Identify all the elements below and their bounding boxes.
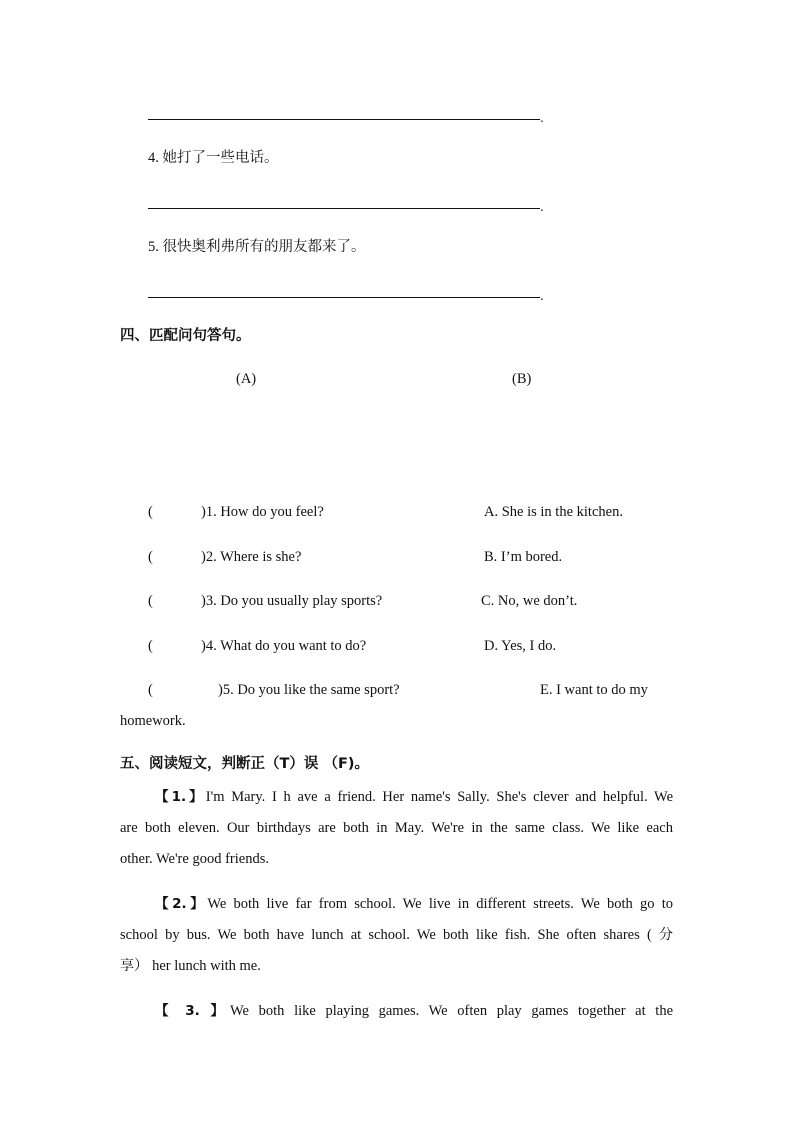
passage-2-line-1-text: We both live far from school. We live in different streets. We both go to	[207, 896, 673, 912]
passage-2-line-2-text: school by bus. We both have lunch at school. We both like fish. She often shares (	[120, 927, 652, 943]
sentence-5-text: 很快奥利弗所有的朋友都来了。	[162, 239, 366, 255]
passage-1-line-2: are both eleven. Our birthdays are both in May. We're in the same class. We like each	[120, 820, 673, 836]
question-4-text: )4. What do you want to do?	[201, 638, 367, 654]
passage-1-line-3: other. We're good friends.	[120, 851, 269, 867]
answer-b: B. I’m bored.	[484, 549, 563, 565]
question-1-paren: (	[148, 504, 153, 520]
question-1-text: )1. How do you feel?	[201, 504, 324, 520]
passage-2-line-1	[120, 889, 673, 920]
passage-1-line-1-text: I'm Mary. I h ave a friend. Her name's Sally. She's clever and helpful. We	[205, 789, 674, 805]
passage-3-line-1-text: We both like playing games. We often play games together at the	[230, 1003, 674, 1019]
passage-2-label: 【2.】	[155, 896, 208, 912]
answer-a: A. She is in the kitchen.	[484, 504, 623, 520]
answer-line-3	[148, 119, 540, 120]
sentence-5-number: 5.	[148, 239, 159, 255]
question-2-text: )2. Where is she?	[201, 549, 302, 565]
passage-2-line-3	[120, 951, 673, 982]
column-b-label: (B)	[512, 371, 532, 387]
sentence-4-text: 她打了一些电话。	[162, 150, 279, 166]
question-3-paren: (	[148, 593, 153, 609]
section-5-heading: 五、阅读短文，判断正（T）误 （F)。	[120, 756, 369, 772]
passage-2-line-2	[120, 920, 673, 951]
column-a-label: (A)	[236, 371, 257, 387]
answer-line-5-dot: .	[540, 289, 544, 303]
question-3-text: )3. Do you usually play sports?	[201, 593, 383, 609]
answer-e: E. I want to do my	[540, 682, 648, 698]
answer-line-5	[148, 297, 540, 298]
sentence-5	[148, 235, 366, 256]
passage-3-label: 【 3. 】	[155, 1003, 231, 1019]
answer-line-4-dot: .	[540, 200, 544, 214]
answer-e-continued: homework.	[120, 713, 186, 729]
passage-1	[120, 782, 673, 875]
question-5-paren: (	[148, 682, 153, 698]
sentence-4-number: 4.	[148, 150, 159, 166]
section-4-heading: 四、匹配问句答句。	[120, 328, 251, 344]
answer-d: D. Yes, I do.	[484, 638, 557, 654]
passage-3-line-1	[120, 996, 673, 1027]
passage-2	[120, 889, 673, 982]
question-4-paren: (	[148, 638, 153, 654]
passage-1-label: 【1.】	[155, 789, 206, 805]
question-2-paren: (	[148, 549, 153, 565]
answer-line-4	[148, 208, 540, 209]
passage-2-line-3-text: ） her lunch with me.	[134, 958, 261, 974]
passage-2-line-2-cn: 分	[659, 927, 673, 943]
answer-line-3-dot: .	[540, 111, 544, 125]
passage-1-line-1	[120, 782, 673, 813]
answer-c: C. No, we don’t.	[481, 593, 578, 609]
passage-3	[120, 996, 673, 1027]
sentence-4	[148, 146, 279, 167]
passage-2-line-3-cn: 享	[120, 958, 134, 974]
question-5-text: )5. Do you like the same sport?	[218, 682, 400, 698]
